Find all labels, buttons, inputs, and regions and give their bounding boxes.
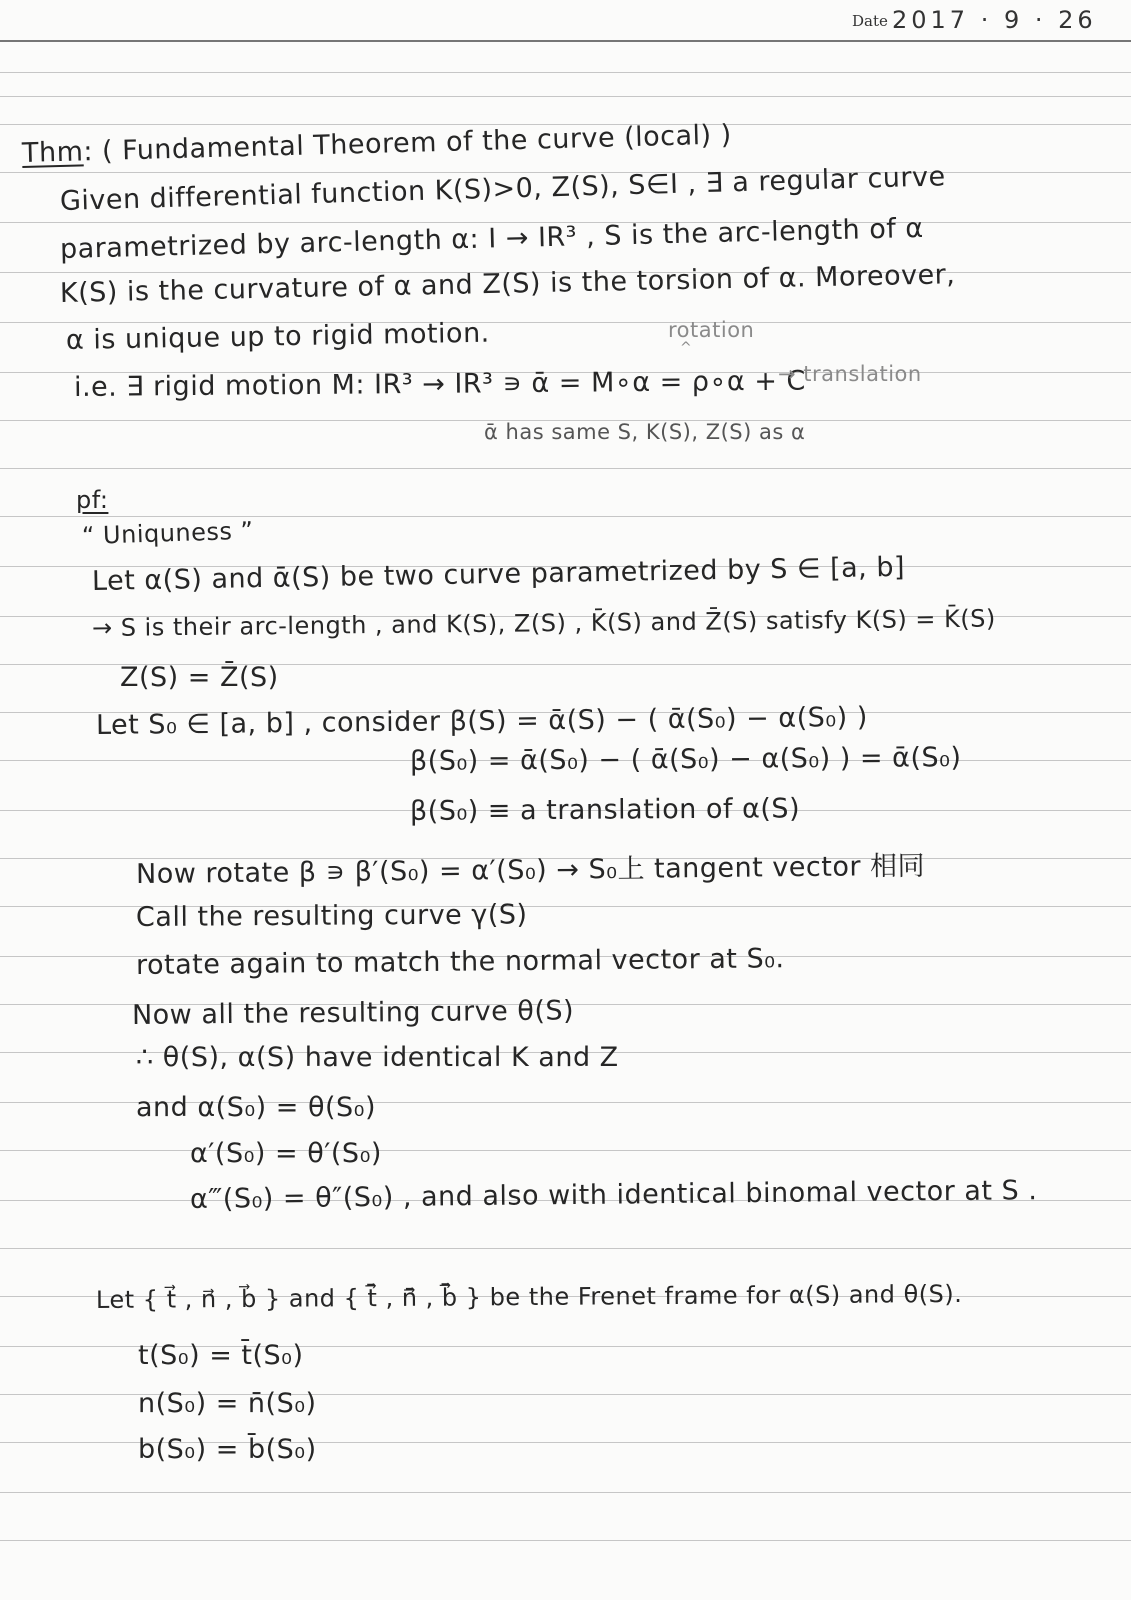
ruled-line xyxy=(0,72,1131,73)
ruled-line xyxy=(0,96,1131,97)
proof-label: pf: xyxy=(76,486,109,514)
proof-line: α′(S₀) = θ′(S₀) xyxy=(190,1138,382,1169)
proof-line: Let S₀ ∈ [a, b] , consider β(S) = ᾱ(S) − ( ᾱ(S₀) − α(S₀) ) xyxy=(95,701,868,741)
date-value: 2017 · 9 · 26 xyxy=(892,6,1097,34)
ruled-line xyxy=(0,1150,1131,1151)
rotation-note: rotation xyxy=(668,318,755,342)
rigid-motion-line: i.e. ∃ rigid motion M: IR³ → IR³ ∍ ᾱ = M∘α = ρ∘α + C xyxy=(73,365,806,403)
proof-line: β(S₀) ≡ a translation of α(S) xyxy=(409,793,801,827)
proof-heading: “ Uniquness ” xyxy=(81,516,254,550)
theorem-label: Thm xyxy=(21,136,84,169)
ruled-line xyxy=(0,468,1131,469)
proof-line: ∴ θ(S), α(S) have identical K and Z xyxy=(136,1042,619,1073)
proof-line: Z(S) = Z̄(S) xyxy=(120,662,279,693)
frenet-line: t(S₀) = t̄(S₀) xyxy=(138,1340,304,1371)
ruled-line xyxy=(0,1540,1131,1541)
theorem-heading xyxy=(22,119,733,169)
proof-line: → S is their arc-length , and K(S), Z(S) , K̄(S) and Z̄(S) satisfy K(S) = K̄(S) xyxy=(91,604,996,642)
same-note: ᾱ has same S, K(S), Z(S) as α xyxy=(484,420,806,444)
top-rule xyxy=(0,40,1131,42)
proof-line: rotate again to match the normal vector at S₀. xyxy=(135,943,785,981)
frenet-line: b(S₀) = b̄(S₀) xyxy=(138,1434,317,1465)
ruled-line xyxy=(0,1492,1131,1493)
proof-line: Now all the resulting curve θ(S) xyxy=(131,995,575,1031)
proof-line: α‴(S₀) = θ″(S₀) , and also with identical binomal vector at S . xyxy=(189,1175,1038,1215)
proof-line: Let α(S) and ᾱ(S) be two curve parametrized by S ∈ [a, b] xyxy=(91,551,906,597)
translation-note: → translation xyxy=(778,362,922,386)
ruled-line xyxy=(0,516,1131,517)
theorem-line: parametrized by arc-length α: I → IR³ , S is the arc-length of α xyxy=(59,212,925,265)
proof-line: and α(S₀) = θ(S₀) xyxy=(136,1092,377,1123)
theorem-line: K(S) is the curvature of α and Z(S) is the torsion of α. Moreover, xyxy=(59,259,956,309)
theorem-line: α is unique up to rigid motion. xyxy=(65,317,491,356)
proof-line: β(S₀) = ᾱ(S₀) − ( ᾱ(S₀) − α(S₀) ) = ᾱ(S₀) xyxy=(409,742,962,777)
frenet-line: Let { t⃗ , n⃗ , b⃗ } and { t̄⃗ , n̄⃗ , b̄⃗ } be the Frenet frame for α(S) and θ(S). xyxy=(95,1279,963,1314)
theorem-title: : ( Fundamental Theorem of the curve (local) ) xyxy=(82,119,733,168)
rotation-arrow: ^ xyxy=(680,340,693,356)
ruled-line xyxy=(0,1248,1131,1249)
frenet-line: n(S₀) = n̄(S₀) xyxy=(138,1388,317,1419)
proof-line: Now rotate β ∍ β′(S₀) = α′(S₀) → S₀上 tangent vector 相同 xyxy=(135,850,926,890)
proof-line: Call the resulting curve γ(S) xyxy=(135,899,528,933)
theorem-line: Given differential function K(S)>0, Z(S), S∈I , ∃ a regular curve xyxy=(59,161,947,217)
date-label: Date xyxy=(852,12,888,30)
